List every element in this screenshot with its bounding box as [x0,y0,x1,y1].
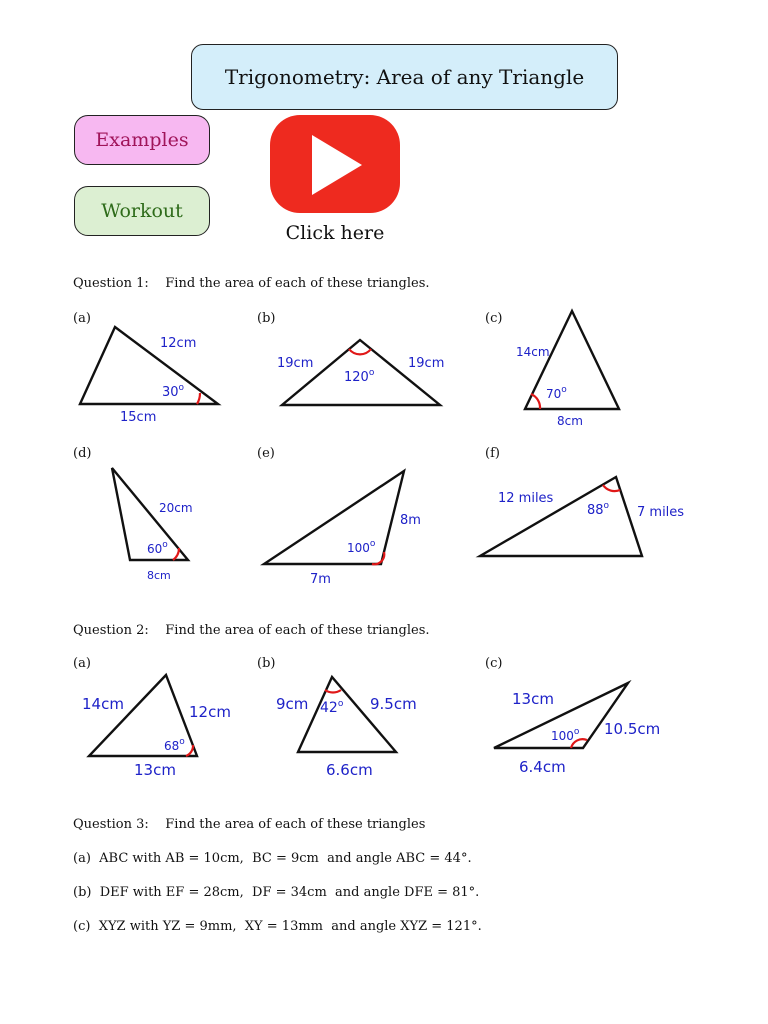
q2-part-b-label: (b) [257,656,276,671]
q1e-side-7m: 7m [310,572,331,587]
q1a-angle: 30$^o$ [162,383,185,400]
q3-part-b: (b) DEF with EF = 28cm, DF = 34cm and angle DFE = 81°. [73,885,480,900]
q1a-side-12cm: 12cm [160,336,197,351]
q1c-side-14cm: 14cm [516,345,550,359]
q2b-side-6-6cm: 6.6cm [326,761,373,779]
q1a-side-15cm: 15cm [120,410,157,425]
q2a-triangle [82,675,231,779]
q1b-side-left: 19cm [277,356,314,371]
q1f-angle: 88$^o$ [587,501,610,518]
q3-part-a: (a) ABC with AB = 10cm, BC = 9cm and angle ABC = 44°. [73,851,472,866]
q1f-side-7miles: 7 miles [637,505,685,520]
q2a-side-12cm: 12cm [189,703,231,721]
q1-part-e-label: (e) [257,446,275,461]
q2a-side-14cm: 14cm [82,695,124,713]
q1-part-f-label: (f) [485,446,500,461]
q2c-side-10-5cm: 10.5cm [604,720,661,738]
examples-button[interactable]: Examples [74,115,210,165]
page-title: Trigonometry: Area of any Triangle [191,44,618,110]
q2b-triangle [276,677,417,779]
q3-part-c: (c) XYZ with YZ = 9mm, XY = 13mm and angle XYZ = 121°. [73,919,482,934]
workout-button[interactable]: Workout [74,186,210,236]
q2-part-c-label: (c) [485,656,503,671]
q2b-side-9cm: 9cm [276,695,309,713]
q1f-side-12miles: 12 miles [498,491,554,506]
q1-part-d-label: (d) [73,446,92,461]
q1d-angle: 60$^o$ [147,540,168,556]
q1b-angle: 120$^o$ [344,368,375,385]
q1e-angle: 100$^o$ [347,539,376,555]
question-1-prompt: Question 1: Find the area of each of these triangles. [73,276,430,291]
click-here-link[interactable]: Click here [285,222,385,244]
q1d-side-8cm: 8cm [147,569,171,582]
q2c-triangle [494,683,660,776]
q1c-side-8cm: 8cm [557,414,583,428]
q1-part-a-label: (a) [73,311,91,326]
q2c-angle: 100$^o$ [551,727,580,743]
q2c-side-6-4cm: 6.4cm [519,758,566,776]
q2a-angle: 68$^o$ [164,737,185,753]
q1c-angle: 70$^o$ [546,385,567,401]
q1b-side-right: 19cm [408,356,445,371]
q1-part-c-label: (c) [485,311,503,326]
q1e-side-8m: 8m [400,513,421,528]
question-3-prompt: Question 3: Find the area of each of these triangles [73,817,426,832]
q2b-angle: 42$^o$ [320,699,344,716]
q2-part-a-label: (a) [73,656,91,671]
q2b-side-9-5cm: 9.5cm [370,695,417,713]
q2a-side-13cm: 13cm [134,761,176,779]
q1d-side-20cm: 20cm [159,501,193,515]
q1-part-b-label: (b) [257,311,276,326]
question-2-prompt: Question 2: Find the area of each of these triangles. [73,623,430,638]
q2c-side-13cm: 13cm [512,690,554,708]
